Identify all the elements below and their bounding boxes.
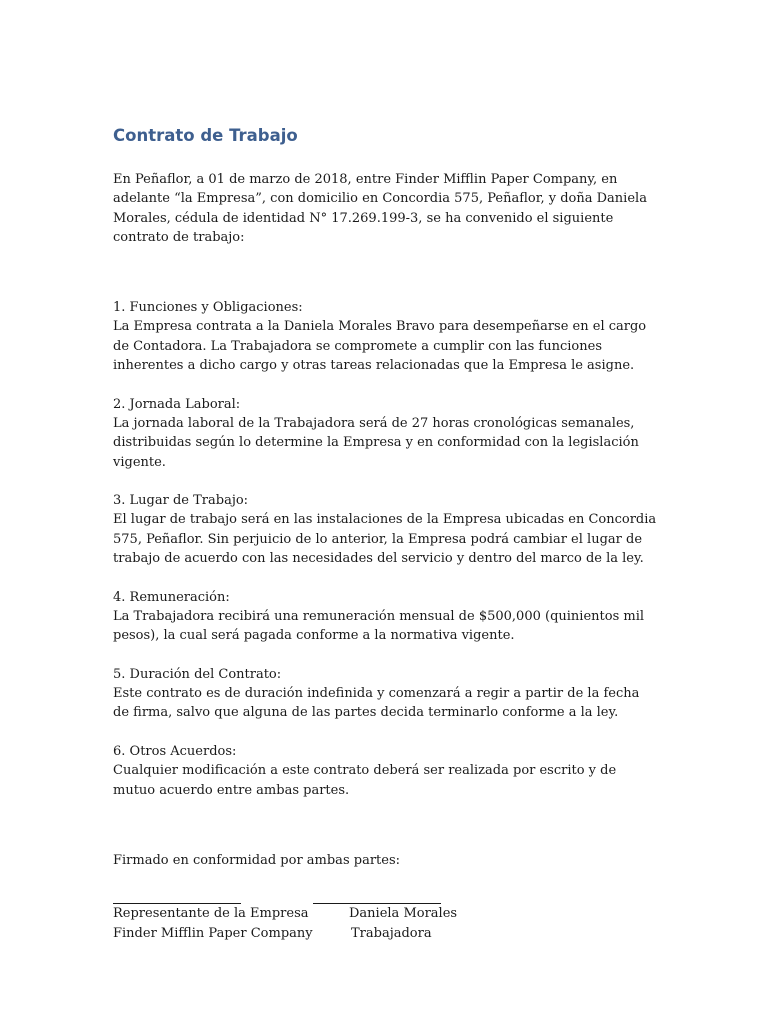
signature-role: Trabajadora bbox=[351, 925, 432, 941]
section-lugar bbox=[113, 491, 658, 568]
signature-role: Representante de la Empresa bbox=[113, 906, 309, 922]
signature-line bbox=[313, 891, 441, 904]
section-heading: 3. Lugar de Trabajo: bbox=[113, 493, 249, 509]
section-body: Este contrato es de duración indefinida y comenzará a regir a partir de la fecha de firma, salvo que alguna de las partes decida terminarlo conforme a la ley. bbox=[113, 686, 640, 721]
section-heading: 2. Jornada Laboral: bbox=[113, 396, 241, 412]
signature-name: Finder Mifflin Paper Company bbox=[113, 925, 313, 941]
signature-employer bbox=[113, 891, 313, 943]
document-title: Contrato de Trabajo bbox=[113, 126, 298, 145]
section-body: La Trabajadora recibirá una remuneración mensual de $500,000 (quinientos mil pesos), la cual será pagada conforme a la normativa vigente. bbox=[113, 608, 645, 644]
section-heading: 6. Otros Acuerdos: bbox=[113, 744, 237, 760]
intro-paragraph: En Peñaflor, a 01 de marzo de 2018, entre Finder Mifflin Paper Company, en adelante “la Empresa”, con domicilio en Concordia 575, Peñaflor, y doña Daniela Morales, cédula de identidad N° 17.269.199-3, se ha convenido el siguiente contrato de trabajo: bbox=[113, 172, 647, 245]
section-duracion bbox=[113, 665, 658, 723]
signature-block bbox=[113, 891, 658, 953]
signature-employee bbox=[313, 891, 457, 943]
section-body: La jornada laboral de la Trabajadora será de 27 horas cronológicas semanales, distribuidas según lo determine la Empresa y en conformidad con la legislación vigente. bbox=[113, 415, 639, 470]
section-otros bbox=[113, 742, 658, 800]
section-funciones bbox=[113, 298, 658, 375]
section-remuneracion bbox=[113, 588, 658, 646]
section-heading: 4. Remuneración: bbox=[113, 589, 230, 605]
section-heading: 1. Funciones y Obligaciones: bbox=[113, 300, 303, 316]
section-jornada bbox=[113, 395, 658, 472]
document-page bbox=[113, 124, 658, 953]
section-heading: 5. Duración del Contrato: bbox=[113, 666, 282, 682]
signoff-text: Firmado en conformidad por ambas partes: bbox=[113, 852, 400, 868]
section-body: Cualquier modificación a este contrato deberá ser realizada por escrito y de mutuo acuerdo entre ambas partes. bbox=[113, 763, 617, 798]
signature-line bbox=[113, 891, 241, 904]
section-body: El lugar de trabajo será en las instalaciones de la Empresa ubicadas en Concordia 575, Peñaflor. Sin perjuicio de lo anterior, la Empresa podrá cambiar el lugar de trabajo de acuerdo con las necesidades del servicio y dentro del marco de la ley. bbox=[113, 512, 657, 567]
signature-name: Daniela Morales bbox=[349, 906, 458, 922]
section-body: La Empresa contrata a la Daniela Morales Bravo para desempeñarse en el cargo de Contadora. La Trabajadora se compromete a cumplir con las funciones inherentes a dicho cargo y otras tareas relacionadas que la Empresa le asigne. bbox=[113, 319, 647, 374]
